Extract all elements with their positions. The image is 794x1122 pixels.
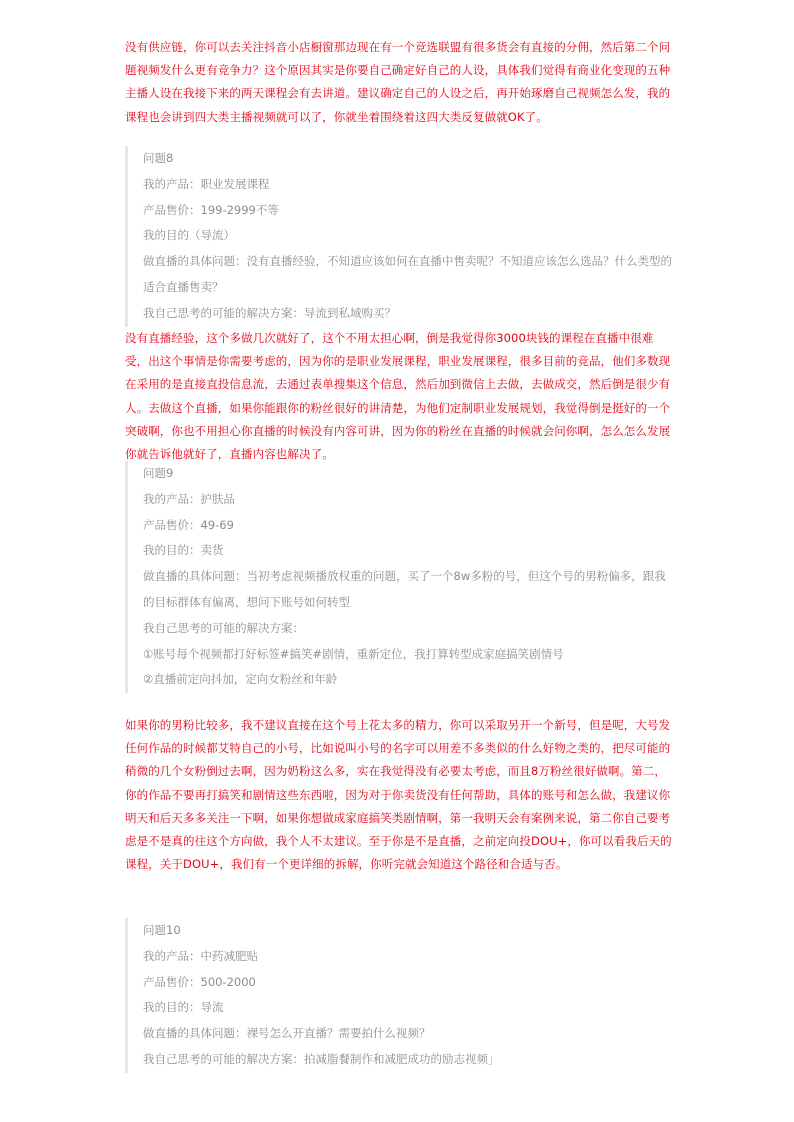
answer-paragraph-1: 没有供应链，你可以去关注抖音小店橱窗那边现在有一个竞选联盟有很多货会有直接的分佣，然后第二个问题视频发什么更有竞争力？这个原因其实是你要自己确定好自己的人设，具体我们觉得有商业化变现的五种主播人设在我接下来的两天课程会有去讲道。建议确定自己的人设之后，再开始琢磨自己视频怎么发，我的课程也会讲到四大类主播视频就可以了，你就坐着围绕着这四大类反复做就OK了。 xyxy=(125,40,671,124)
question-line-solution-2: ②直播前定向抖加，定向女粉丝和年龄 xyxy=(143,672,338,687)
question-title: 问题8 xyxy=(143,151,174,165)
question-block-9 xyxy=(125,461,673,693)
question-line-problem: 做直播的具体问题：裸号怎么开直播？需要拍什么视频？ xyxy=(143,1026,431,1041)
answer-paragraph-8: 没有直播经验，这个多做几次就好了，这个不用太担心啊，倒是我觉得你3000块钱的课程在直播中很难受，出这个事情是你需要考虑的，因为你的是职业发展课程，职业发展课程，很多目前的竞品，他们多数现在采用的是直接直投信息流，去通过表单搜集这个信息，然后加到微信上去做，去做成交，然后倒是很少有人。去做这个直播，如果你能跟你的粉丝很好的讲清楚，为他们定制职业发展规划，我觉得倒是挺好的一个突破啊，你也不用担心你直播的时候没有内容可讲，因为你的粉丝在直播的时候就会问你啊，怎么怎么发展你就告诉他就好了，直播内容也解决了。 xyxy=(125,331,671,462)
question-line-goal: 我的目的：导流 xyxy=(143,1000,224,1015)
question-line-problem: 做直播的具体问题：当初考虑视频播放权重的问题，买了一个8w多粉的号，但这个号的男粉偏多，跟我的目标群体有偏离，想问下账号如何转型 xyxy=(143,569,666,609)
question-block-10 xyxy=(125,918,673,1073)
question-line-product: 我的产品：护肤品 xyxy=(143,491,235,506)
question-line-solution: 我自己思考的可能的解决方案：导流到私域购买？ xyxy=(143,305,396,320)
question-line-price: 产品售价：500-2000 xyxy=(143,974,256,989)
question-title: 问题10 xyxy=(143,923,181,937)
question-line-price: 产品售价：49-69 xyxy=(143,517,234,532)
question-line-problem: 做直播的具体问题：没有直播经验，不知道应该如何在直播中售卖呢？不知道应该怎么选品？什么类型的适合直播售卖？ xyxy=(143,254,672,294)
question-title: 问题9 xyxy=(143,466,174,480)
question-block-8 xyxy=(125,146,673,327)
question-line-price: 产品售价：199-2999不等 xyxy=(143,202,279,217)
question-line-solution: 我自己思考的可能的解决方案： xyxy=(143,620,304,635)
question-line-goal: 我的目的（导流） xyxy=(143,228,235,243)
answer-paragraph-9: 如果你的男粉比较多，我不建议直接在这个号上花太多的精力，你可以采取另开一个新号，但是呢，大号发任何作品的时候都艾特自己的小号，比如说叫小号的名字可以用差不多类似的什么好物之类的，把尽可能的稍微的几个女粉倒过去啊，因为奶粉这么多，实在我觉得没有必要太考虑，而且8万粉丝很好做啊。第二，你的作品不要再打搞笑和剧情这些东西啦，因为对于你卖货没有任何帮助，具体的账号和怎么做，我建议你明天和后天多多关注一下啊，如果你想做成家庭搞笑类剧情啊，第一我明天会有案例来说，第二你自己要考虑是不是真的往这个方向做，我个人不太建议。至于你是不是直播，之前定向投DOU+，你可以看我后天的课程，关于DOU+，我们有一个更详细的拆解，你听完就会知道这个路径和合适与否。 xyxy=(125,718,672,872)
question-line-product: 我的产品：职业发展课程 xyxy=(143,176,270,191)
question-line-goal: 我的目的：卖货 xyxy=(143,543,224,558)
question-line-solution: 我自己思考的可能的解决方案：拍减脂餐制作和减肥成功的励志视频」 xyxy=(143,1051,500,1066)
question-line-product: 我的产品：中药减肥贴 xyxy=(143,948,258,963)
question-line-solution-1: ①账号每个视频都打好标签#搞笑#剧情，重新定位，我打算转型成家庭搞笑剧情号 xyxy=(143,646,564,661)
